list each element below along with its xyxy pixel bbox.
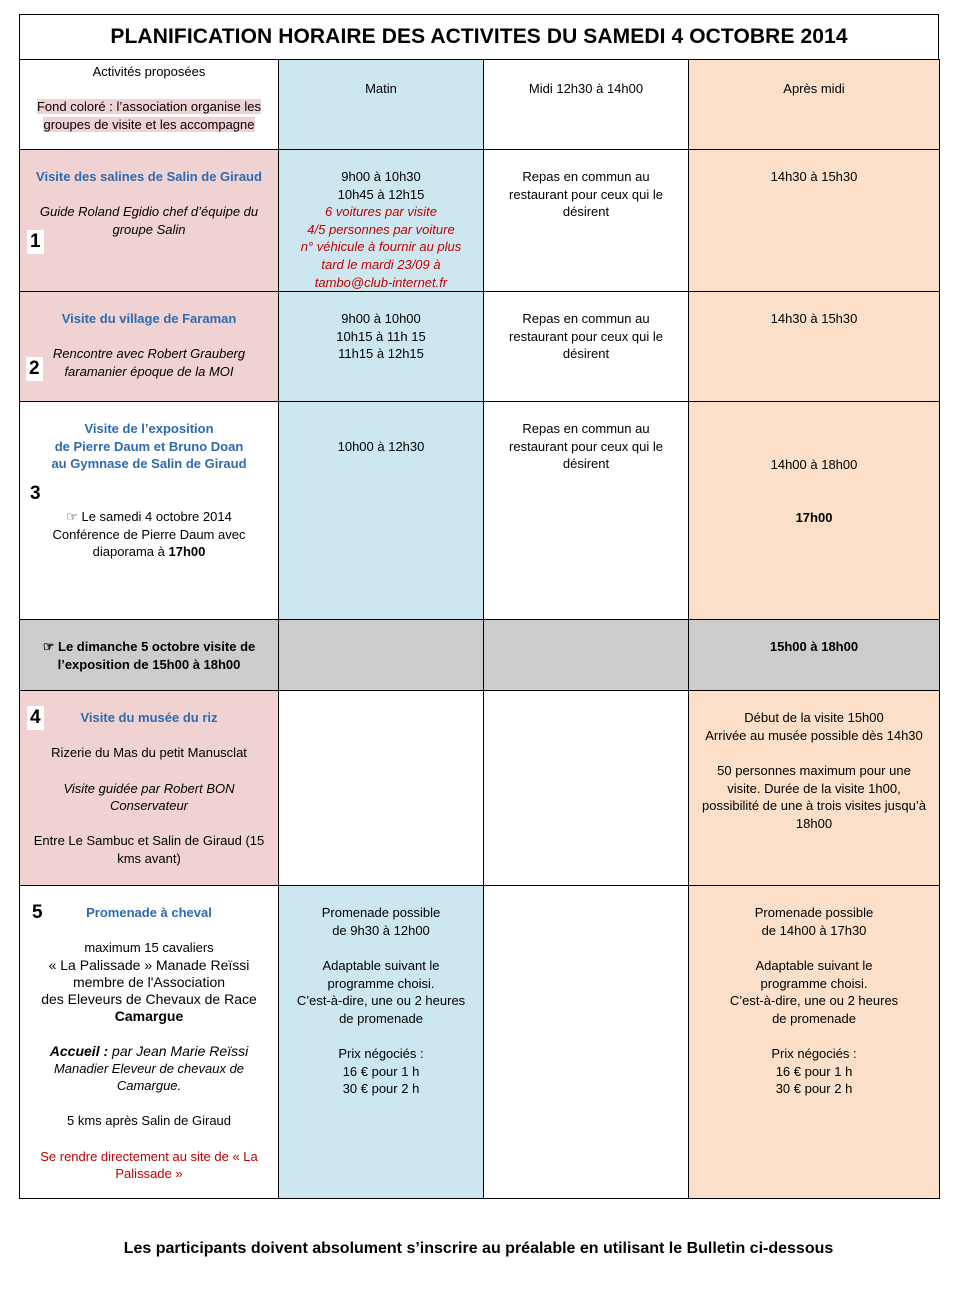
table-row <box>20 886 940 1199</box>
apres-line: programme choisi. <box>760 975 868 991</box>
activity-2-midi-cell <box>484 292 689 402</box>
sunday-cell <box>20 620 279 691</box>
matin-line: 10h15 à 11h 15 <box>336 328 426 344</box>
pointing-hand-icon: ☞ <box>42 639 55 655</box>
activity-5-desc-line: membre de l'Association <box>72 973 226 990</box>
apres-line: C’est-à-dire, une ou 2 heures <box>729 993 899 1009</box>
activity-1-matin-cell <box>279 150 484 292</box>
page-title: PLANIFICATION HORAIRE DES ACTIVITES DU SAMEDI 4 OCTOBRE 2014 <box>19 14 939 60</box>
matin-line: Adaptable suivant le <box>322 957 440 973</box>
activity-4-desc-line: Visite guidée par Robert BON <box>63 780 235 796</box>
matin-line: de 9h30 à 12h00 <box>332 922 430 938</box>
activity-1-desc-line: Guide Roland Egidio chef d’équipe du <box>39 204 259 220</box>
header-activities-cell <box>20 60 279 150</box>
activity-5-desc-line: « La Palissade » Manade Reïssi <box>48 956 250 973</box>
activity-1-midi-cell <box>484 150 689 292</box>
matin-line: 9h00 à 10h30 <box>341 169 421 184</box>
matin-line: de promenade <box>339 1010 423 1026</box>
midi-line: restaurant pour ceux qui le <box>509 186 663 202</box>
midi-line: désirent <box>562 204 610 220</box>
apres-line: 18h00 <box>795 815 833 831</box>
activity-2-desc-line: faramanier époque de la MOI <box>64 363 234 379</box>
apres-line: Promenade possible <box>754 905 874 921</box>
schedule-table <box>19 59 940 1199</box>
midi-line: désirent <box>562 456 610 472</box>
activity-number-badge: 4 <box>27 706 44 730</box>
activity-4-matin-cell <box>279 691 484 886</box>
sunday-line: Le dimanche 5 octobre visite de <box>58 639 256 655</box>
activity-5-cell <box>20 886 279 1199</box>
matin-line: 10h45 à 12h15 <box>337 186 425 202</box>
activity-3-matin-cell <box>279 402 484 620</box>
activity-number-badge: 5 <box>32 902 43 924</box>
midi-line: Repas en commun au <box>522 169 650 184</box>
activity-5-apres-cell <box>689 886 940 1199</box>
activity-2-title: Visite du village de Faraman <box>61 311 237 327</box>
matin-line: 10h00 à 12h30 <box>337 439 425 455</box>
activity-4-midi-cell <box>484 691 689 886</box>
activity-5-desc-line: Palissade » <box>115 1166 183 1182</box>
footer-note: Les participants doivent absolument s’inscrire au préalable en utilisant le Bulletin ci-dessous <box>123 1240 834 1257</box>
activity-5-matin-cell <box>279 886 484 1199</box>
activity-1-desc-line: groupe Salin <box>112 221 186 237</box>
midi-line: restaurant pour ceux qui le <box>509 438 663 454</box>
apres-line: Arrivée au musée possible dès 14h30 <box>705 727 923 743</box>
activity-3-note-line: diaporama à <box>92 544 169 560</box>
table-row <box>20 150 940 292</box>
activity-5-title: Promenade à cheval <box>86 905 212 921</box>
header-legend-line-1: Fond coloré : l’association organise les <box>36 99 261 115</box>
activity-3-apres-cell <box>689 402 940 620</box>
activity-5-desc-line: des Eleveurs de Chevaux de Race <box>41 990 257 1007</box>
activity-2-desc-line: Rencontre avec Robert Grauberg <box>52 346 246 362</box>
sunday-matin-cell <box>279 620 484 691</box>
header-midi-label: Midi 12h30 à 14h00 <box>528 81 644 96</box>
midi-line: désirent <box>562 346 610 362</box>
activity-2-apres-cell <box>689 292 940 402</box>
activity-5-midi-cell <box>484 886 689 1199</box>
matin-line: C’est-à-dire, une ou 2 heures <box>296 993 466 1009</box>
matin-line: programme choisi. <box>327 975 435 991</box>
apres-line: 30 € pour 2 h <box>775 1081 853 1097</box>
activity-number-badge: 1 <box>27 230 44 254</box>
activity-3-title-line: Visite de l’exposition <box>84 421 214 437</box>
matin-line: tard le mardi 23/09 à <box>321 256 441 272</box>
activity-2-cell <box>20 292 279 402</box>
matin-line: 6 voitures par visite <box>325 204 437 220</box>
apres-line: 16 € pour 1 h <box>775 1063 853 1079</box>
activity-3-midi-cell <box>484 402 689 620</box>
apres-line: 14h00 à 18h00 <box>770 457 858 473</box>
header-apres-midi-cell <box>689 60 940 150</box>
activity-4-desc-line: kms avant) <box>117 850 181 866</box>
activity-3-cell <box>20 402 279 620</box>
activity-5-desc-line: Camargue. <box>116 1078 182 1094</box>
activity-1-cell <box>20 150 279 292</box>
matin-line: 16 € pour 1 h <box>342 1063 420 1079</box>
apres-line: visite. Durée de la visite 1h00, <box>727 780 901 796</box>
midi-line: restaurant pour ceux qui le <box>509 328 663 344</box>
apres-line: 14h30 à 15h30 <box>770 169 858 184</box>
activity-5-desc-line: 5 kms après Salin de Giraud <box>66 1113 232 1129</box>
activity-3-note-line: Le samedi 4 octobre 2014 <box>81 509 232 525</box>
header-matin-cell <box>279 60 484 150</box>
activity-5-desc-line: Camargue <box>114 1007 184 1024</box>
header-row <box>20 60 940 150</box>
apres-line: 17h00 <box>795 509 833 525</box>
midi-line: Repas en commun au <box>522 421 650 437</box>
matin-line: 11h15 à 12h15 <box>338 346 424 362</box>
apres-line: Début de la visite 15h00 <box>744 710 884 726</box>
header-activities-label: Activités proposées <box>92 64 206 79</box>
apres-line: possibilité de une à trois visites jusqu’à <box>701 798 926 814</box>
accueil-label: Accueil : <box>49 1042 109 1059</box>
apres-line: 15h00 à 18h00 <box>769 639 859 655</box>
pointing-hand-icon: ☞ <box>66 509 78 525</box>
apres-line: 14h30 à 15h30 <box>770 311 858 327</box>
sunday-midi-cell <box>484 620 689 691</box>
apres-line: de promenade <box>772 1010 856 1026</box>
activity-4-cell <box>20 691 279 886</box>
header-midi-cell <box>484 60 689 150</box>
activity-4-title: Visite du musée du riz <box>80 710 218 726</box>
activity-3-note-time: 17h00 <box>168 544 206 560</box>
header-apres-midi-label: Après midi <box>783 81 845 96</box>
matin-line: Prix négociés : <box>338 1045 424 1061</box>
activity-5-desc-line: Se rendre directement au site de « La <box>40 1148 258 1164</box>
activity-1-title: Visite des salines de Salin de Giraud <box>36 169 262 184</box>
midi-line: Repas en commun au <box>522 311 650 327</box>
sunday-apres-cell <box>689 620 940 691</box>
matin-line: Promenade possible <box>321 905 441 921</box>
activity-1-apres-cell <box>689 150 940 292</box>
activity-number-badge: 3 <box>30 483 41 505</box>
activity-4-apres-cell <box>689 691 940 886</box>
apres-line: Prix négociés : <box>771 1045 857 1061</box>
activity-4-desc-line: Entre Le Sambuc et Salin de Giraud (15 <box>33 833 265 849</box>
accueil-text: par Jean Marie Reïssi <box>108 1042 249 1059</box>
activity-4-desc-line: Conservateur <box>109 798 189 814</box>
table-row <box>20 402 940 620</box>
header-matin-label: Matin <box>365 81 397 96</box>
matin-line: 4/5 personnes par voiture <box>307 221 455 237</box>
email-line: tambo@club-internet.fr <box>314 274 448 290</box>
matin-line: 30 € pour 2 h <box>342 1081 420 1097</box>
activity-3-title-line: de Pierre Daum et Bruno Doan <box>54 438 244 454</box>
apres-line: Adaptable suivant le <box>755 957 873 973</box>
table-row <box>20 691 940 886</box>
activity-3-note-line: Conférence de Pierre Daum avec <box>52 526 246 542</box>
sunday-line: l’exposition de 15h00 à 18h00 <box>57 656 241 672</box>
activity-number-badge: 2 <box>26 357 43 381</box>
header-legend-line-2: groupes de visite et les accompagne <box>43 116 255 132</box>
table-row <box>20 620 940 691</box>
activity-5-desc-line: maximum 15 cavaliers <box>84 940 214 956</box>
apres-line: de 14h00 à 17h30 <box>761 922 867 938</box>
matin-line: n° véhicule à fournir au plus <box>300 239 462 255</box>
activity-3-title-line: au Gymnase de Salin de Giraud <box>51 456 247 472</box>
table-row <box>20 292 940 402</box>
activity-2-matin-cell <box>279 292 484 402</box>
activity-5-desc-line: Manadier Eleveur de chevaux de <box>53 1060 245 1076</box>
matin-line: 9h00 à 10h00 <box>341 311 421 327</box>
activity-4-desc-line: Rizerie du Mas du petit Manusclat <box>51 745 247 761</box>
apres-line: 50 personnes maximum pour une <box>717 762 911 778</box>
